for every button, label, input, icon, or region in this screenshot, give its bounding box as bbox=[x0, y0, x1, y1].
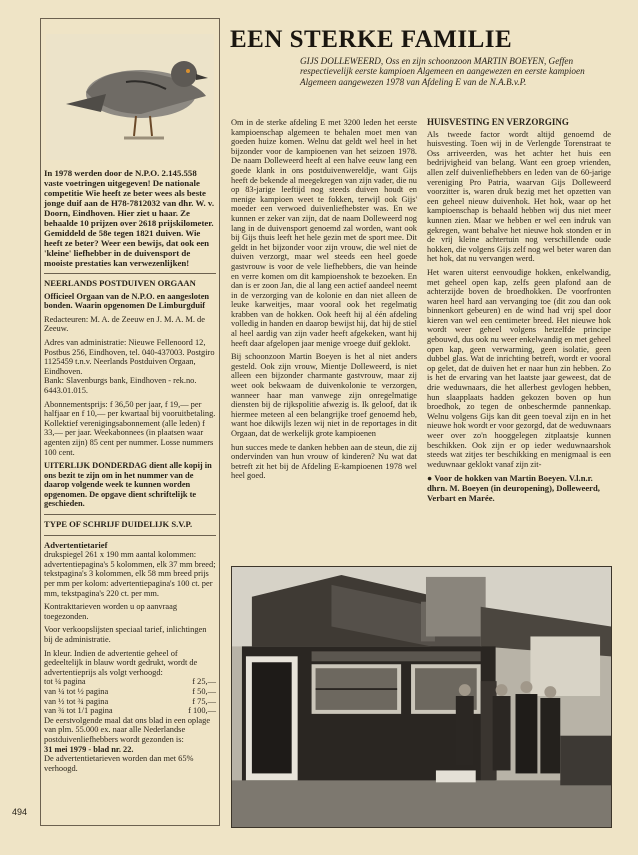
price-value: f 25,— bbox=[192, 677, 216, 687]
abonnementsprijs: Abonnementsprijs: f 36,50 per jaar, f 19,— per halfjaar en f 10,— per kwartaal bij vooruitbetaling. Kollektief verenigingsabonnement (alle leden) f 33,— per jaar. Weekabonnees (in plaatsen waar agenten zijn) 85 cent per nummer. Losse nummers 100 cent. bbox=[44, 399, 216, 457]
uiterlijk-donderdag: UITERLIJK DONDERDAG dient alle kopij in ons bezit te zijn om in het nummer van de daarop volgende week te kunnen worden opgenomen. De opgave dient schriftelijk te geschieden. bbox=[44, 461, 212, 509]
price-row bbox=[44, 687, 216, 697]
price-label: tot ¼ pagina bbox=[44, 677, 86, 687]
price-list bbox=[44, 677, 216, 715]
voorwaarden-text: Voor verkoopslijsten speciaal tarief, inlichtingen bij de administratie. bbox=[44, 625, 207, 644]
paragraph: Bij schoonzoon Martin Boeyen is het al niet anders gesteld. Ook zijn vrouw, Mientje Dolleweerd, is niet alleen een bijzonder charmante gastvrouw, maar zij weet ook bekwaam de duivenkolonie te verzorgen, wanneer haar man vanwege zijn onregelmatige diensten bij de rijkspolitie afwezig is. Ik geloof, dat ik hiermee meteen al een belangrijke troef genoemd heb, want hoe dikwijls lezen wij niet in de reportages in dit Orgaan, dat de werkelijk grote kampioenen bbox=[231, 352, 417, 438]
article-column-middle bbox=[231, 118, 417, 485]
oplage-datum: 31 mei 1979 - blad nr. 22. bbox=[44, 744, 134, 754]
article-column-right bbox=[427, 118, 611, 503]
page-number: 494 bbox=[12, 807, 28, 817]
price-row bbox=[44, 677, 216, 687]
paragraph: Als tweede factor wordt altijd genoemd de huisvesting. Toen wij in de Verlengde Torenstraat te Oss arriveerden, was het achter het huis een bedrijvigheid van belang. Want een groep vrienden, allen zelf duivenliefhebbers en leden van de 60-jarige vereniging Pro Patria, waarvan Gijs Dolleweerd voorzitter is, waren druk bezig met het opzetten van een geheel nieuw duivenhok. Het hok, waar op het kampioenschap is behaald hebben wij dus niet meer kunnen zien. Maar we hebben er wel een indruk van gekregen, want behalve het nieuwe hok stonden er in de vrij kleine achtertuin nog verschillende oude hokken, die volgens Gijs zelf nog wel beter waren dan het hok, dat nu vervangen werd. bbox=[427, 129, 611, 264]
divider bbox=[44, 535, 216, 536]
price-label: van ½ tot ¾ pagina bbox=[44, 696, 109, 706]
bank-info: Bank: Slavenburgs bank, Eindhoven - rek.no. 6443.01.015. bbox=[44, 376, 197, 395]
price-value: f 100,— bbox=[188, 706, 216, 716]
caption-text: Voor de hokken van Martin Boeyen. V.l.n.r. dhrn. M. Boeyen (in deuropening), Dolleweerd, Verbart en Marée. bbox=[427, 473, 600, 504]
price-row bbox=[44, 706, 216, 716]
photo-caption: ● Voor de hokken van Martin Boeyen. V.l.n.r. dhrn. M. Boeyen (in deuropening), Dolleweerd, Verbart en Marée. bbox=[427, 473, 600, 504]
verhoogd-text: De advertentietarieven worden dan met 65% verhoogd. bbox=[44, 754, 194, 773]
org-text: Officieel Orgaan van de N.P.O. en aangesloten bonden. Waarin opgenomen De Limburgduif bbox=[44, 291, 210, 311]
price-value: f 75,— bbox=[192, 696, 216, 706]
divider bbox=[44, 273, 216, 274]
sidebar-text bbox=[44, 168, 216, 777]
type-heading: TYPE OF SCHRIJF DUIDELIJK S.V.P. bbox=[44, 519, 193, 530]
kontrakt-text: Kontrakttarieven worden u op aanvraag toegezonden. bbox=[44, 602, 178, 621]
paragraph: hun succes mede te danken hebben aan de steun, die zij ondervinden van hun vrouw of kinderen? Nu wat dat betreft zit het bij de Afdeling E-kampioenen 1978 wel heel goed. bbox=[231, 442, 417, 481]
administratie-adres: Adres van administratie: Nieuwe Fellenoord 12, Postbus 256, Eindhoven, tel. 040-437003. Postgiro 1125459 t.n.v. Neerlands Postduiven Orgaan, Eindhoven. bbox=[44, 337, 215, 376]
org-heading: NEERLANDS POSTDUIVEN ORGAAN bbox=[44, 278, 196, 288]
sidebar-intro: In 1978 werden door de N.P.O. 2.145.558 vaste voetringen uitgegeven! De nationale competitie Wie heeft ze beter wees als beste jonge duif aan de H78-7812032 van dhr. W. v. Doorn, Eindhoven. Hier ziet u haar. Ze behaalde 10 prijzen over 2618 prijskilometer. Gemiddeld de 58e tegen 1821 duiven. Wie heeft ze beter? Weer een bewijs, dat ook een 'kleine' liefhebber in de duivensport de mooiste prestaties kan verwezenlijken! bbox=[44, 168, 215, 268]
paragraph: Om in de sterke afdeling E met 3200 leden het eerste kampioenschap algemeen te behalen moet men van goeden huize komen. Welnu dat geldt wel heel in het bijzonder voor de kampioenen van het seizoen 1978. De naam Dolleweerd heeft al een halve eeuw lang een goede klank in ons postduivenwereldje, want Gijs heeft de bekende al meegekregen van zijn vader, die nu op 83-jarige leeftijd nog steeds duiven houdt en menige kampioen weet te fokken, terwijl ook Gijs' moeder een verwoed duivenliefhebster was. En we kunnen er zeker van zijn, dat de naam Dolleweerd nog lang in de duivensport genoemd zal worden, want ook bij Gijs thuis leeft het hele gezin met de sport mee. Dit geldt in het bijzonder voor zijn vrouw, die wel niet de duiven verzorgt, maar wel steeds een heel goede gastvrouw is voor de vele liefhebbers, die van heinde en verre komen om dit kampioenshok te bezoeken. En dan is er zoon Jan, die al lang een actief aandeel neemt in de verzorging van de kolonie en dan niet alleen de leuke karweitjes, maar vooral ook het regelmatig krabben van de hokken. Ook heeft hij al één afdeling volledig in handen en daarop bewijst hij, dat hij de stiel al heel aardig van zijn vader heeft afgekeken, want hij heeft daar afgelopen jaar menige vroege duif geklokt. bbox=[231, 118, 417, 348]
oplage-text: De eerstvolgende maal dat ons blad in een oplage van plm. 55.000 ex. naar alle Nederlandse postduivenliefhebbers wordt gezonden is: bbox=[44, 715, 211, 744]
price-label: van ¼ tot ½ pagina bbox=[44, 686, 109, 696]
redacteuren: Redacteuren: M. A. de Zeeuw en J. M. A. M. de Zeeuw. bbox=[44, 314, 205, 334]
article-title: EEN STERKE FAMILIE bbox=[230, 26, 513, 53]
price-label: van ¾ tot 1/1 pagina bbox=[44, 706, 113, 716]
paragraph: Het waren uiterst eenvoudige hokken, enkelwandig, met geheel open kap, zelfs geen plafond aan de achterzijde boven de broedhokken. De voorfronten waren heel hard aan vervanging toe (dit zou dan ook binnenkort gebeuren) en de wind had vrij spel door kieren van wel een centimeter breed. Het nieuwe hok wordt weer geheel volgens hetzelfde principe gebouwd, dus ook nu weer enkelwandig en met geheel open kap, geen verwarming, geen isolatie, geen dubbel glas. Wat de inrichting betreft, wordt er vooral op gelet, dat de duiven het er naar hun zin hebben. Zo is het de ervaring van het laatste jaar geweest, dat de drie weduwnaars, die het allerbest gevlogen hebben, hun slaapplaats hadden gekozen boven op hun broedhok, zo tegen de onbeschermde pannenkap. Welnu volgens Gijs kan dit geen toeval zijn en in het nieuwe hok wordt er voor gezorgd, dat de weduwnaars weer over zo'n hooggelegen zitplaatsje kunnen beschikken. Ook zijn er op ieder weduwnaarshok steeds wat zitjes ter beschikking en menigmaal is een weduwnaar geklokt vanaf zijn zit- bbox=[427, 267, 611, 469]
price-value: f 50,— bbox=[192, 686, 216, 696]
tarief-heading: Advertentietarief bbox=[44, 539, 108, 550]
pigeon-photo bbox=[46, 34, 214, 160]
section-heading: HUISVESTING EN VERZORGING bbox=[427, 117, 569, 127]
divider bbox=[44, 514, 216, 515]
pigeon-loft-photo bbox=[231, 566, 612, 828]
price-row bbox=[44, 697, 216, 707]
tarief-text: drukspiegel 261 x 190 mm aantal kolommen: advertentiepagina's 5 kolommen, elk 37 mm breed; tekstpagina's 3 kolommen, elk 58 mm breed prijs per mm per kolom: advertentiepagina's 100 ct. per mm, tekstpagina's 220 ct. per mm. bbox=[44, 550, 216, 598]
article-subtitle: GIJS DOLLEWEERD, Oss en zijn schoonzoon MARTIN BOEYEN, Geffen respectievelijk eerste kampioen Algemeen en aangewezen en eerste kampioen Algemeen aangewezen 1978 van Afdeling E van de N.A.B.v.P. bbox=[300, 56, 585, 87]
kleur-text: In kleur. Indien de advertentie geheel of gedeeltelijk in blauw wordt gedrukt, wordt de advertentieprijs als volgt verhoogd: bbox=[44, 648, 198, 677]
